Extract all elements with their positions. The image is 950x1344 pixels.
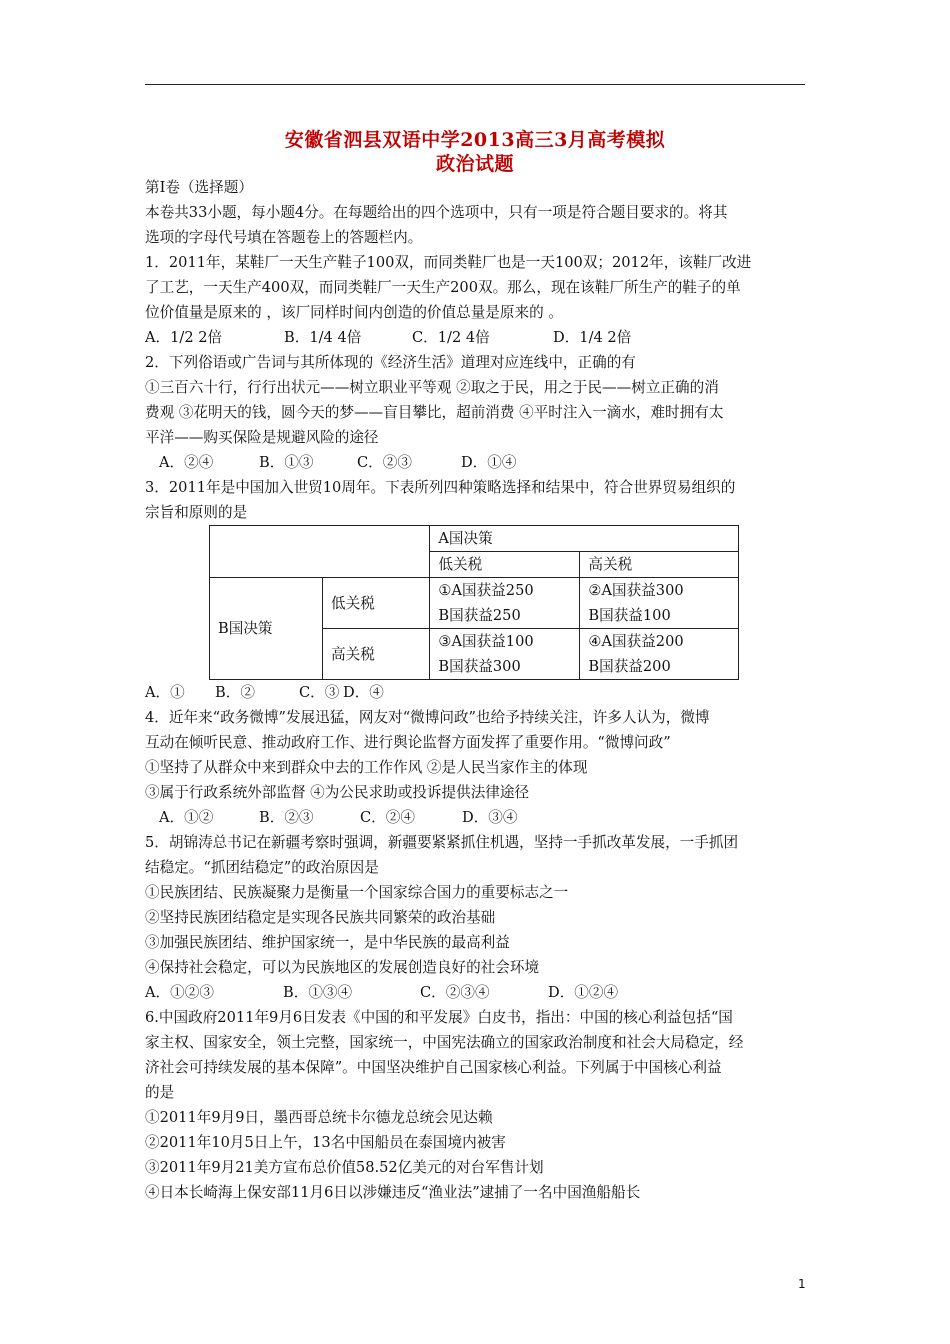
cell-line: ③A国获益100 bbox=[438, 633, 534, 650]
a-decision-header: A国决策 bbox=[430, 526, 739, 552]
option-c: C．③ bbox=[299, 684, 340, 701]
b-low-tariff-header: 低关税 bbox=[323, 578, 430, 629]
b-high-tariff-header: 高关税 bbox=[323, 629, 430, 680]
option-b: B．②③ bbox=[259, 809, 314, 826]
a-high-tariff-header: 高关税 bbox=[580, 552, 739, 578]
option-a: A．②④ bbox=[159, 454, 214, 471]
option-d: D．1/4 2倍 bbox=[553, 329, 632, 346]
question-text: 4．近年来“政务微博”发展迅猛，网友对“微博问政”也给予持续关注，许多人认为，微博 bbox=[145, 709, 710, 726]
question-text: 了工艺，一天生产400双，而同类鞋厂一天生产200双。那么，现在该鞋厂所生产的鞋子的单 bbox=[145, 279, 741, 296]
question-text: 济社会可持续发展的基本保障”。中国坚决维护自己国家核心利益。下列属于中国核心利益 bbox=[145, 1059, 722, 1076]
header-rule bbox=[145, 84, 805, 85]
question-text: 平洋——购买保险是规避风险的途径 bbox=[145, 429, 379, 446]
answer-options bbox=[145, 680, 809, 705]
answer-options bbox=[145, 325, 809, 350]
option-a: A．1/2 2倍 bbox=[145, 329, 223, 346]
table-corner-cell bbox=[210, 526, 430, 578]
question-text: 家主权、国家安全，领土完整，国家统一，中国宪法确立的国家政治制度和社会大局稳定，经 bbox=[145, 1034, 744, 1051]
cell-line: ①A国获益250 bbox=[438, 582, 534, 599]
question-4 bbox=[145, 705, 809, 830]
question-text: ①坚持了从群众中来到群众中去的工作作风 ②是人民当家作主的体现 bbox=[145, 759, 588, 776]
question-text: 费观 ③花明天的钱，圆今天的梦——盲目攀比，超前消费 ④平时注入一滴水，难时拥有太 bbox=[145, 404, 724, 421]
cell-line: B国获益300 bbox=[438, 658, 521, 675]
question-text: 2．下列俗语或广告词与其所体现的《经济生活》道理对应连线中，正确的有 bbox=[145, 354, 636, 371]
question-5 bbox=[145, 830, 809, 1005]
question-text: 3．2011年是中国加入世贸10周年。下表所列四种策略选择和结果中，符合世界贸易组织的 bbox=[145, 479, 736, 496]
table-cell bbox=[580, 578, 739, 629]
a-low-tariff-header: 低关税 bbox=[430, 552, 580, 578]
cell-line: ②A国获益300 bbox=[588, 582, 684, 599]
answer-options bbox=[145, 450, 809, 475]
option-d: D．④ bbox=[343, 684, 384, 701]
question-text: 互动在倾听民意、推动政府工作、进行舆论监督方面发挥了重要作用。“微博问政” bbox=[145, 734, 671, 751]
exam-subtitle: 政治试题 bbox=[435, 153, 514, 175]
cell-line: B国获益250 bbox=[438, 607, 521, 624]
question-3 bbox=[145, 475, 809, 705]
option-b: B．①③ bbox=[259, 454, 314, 471]
question-6 bbox=[145, 1005, 809, 1205]
option-c: C．②③④ bbox=[420, 984, 490, 1001]
option-a: A．①② bbox=[159, 809, 214, 826]
question-1 bbox=[145, 250, 809, 350]
strategy-table bbox=[209, 525, 739, 680]
question-text: ④保持社会稳定，可以为民族地区的发展创造良好的社会环境 bbox=[145, 959, 540, 976]
question-text: 6.中国政府2011年9月6日发表《中国的和平发展》白皮书，指出：中国的核心利益包括“国 bbox=[145, 1009, 733, 1026]
question-text: ②2011年10月5日上午，13名中国船员在泰国境内被害 bbox=[145, 1134, 506, 1151]
b-decision-header: B国决策 bbox=[210, 578, 323, 680]
question-2 bbox=[145, 350, 809, 475]
option-c: C．②④ bbox=[360, 809, 415, 826]
cell-line: ④A国获益200 bbox=[588, 633, 684, 650]
option-b: B．② bbox=[215, 684, 255, 701]
cell-line: B国获益200 bbox=[588, 658, 671, 675]
option-b: B．1/4 4倍 bbox=[284, 329, 362, 346]
table-cell bbox=[580, 629, 739, 680]
question-text: 的是 bbox=[145, 1084, 175, 1101]
exam-title: 安徽省泗县双语中学2013高三3月高考模拟 bbox=[284, 129, 666, 151]
section-heading: 第Ⅰ卷（选择题） bbox=[145, 179, 253, 196]
question-text: 5．胡锦涛总书记在新疆考察时强调，新疆要紧紧抓住机遇，坚持一手抓改革发展，一手抓团 bbox=[145, 834, 739, 851]
question-text: ③加强民族团结、维护国家统一，是中华民族的最高利益 bbox=[145, 934, 510, 951]
option-a: A．①②③ bbox=[145, 984, 214, 1001]
option-c: C．②③ bbox=[357, 454, 412, 471]
answer-options bbox=[145, 805, 809, 830]
question-text: ④日本长崎海上保安部11月6日以涉嫌违反“渔业法”逮捕了一名中国渔船船长 bbox=[145, 1184, 641, 1201]
question-text: 1．2011年，某鞋厂一天生产鞋子100双，而同类鞋厂也是一天100双；2012年，该鞋厂改进 bbox=[145, 254, 752, 271]
question-text: ①民族团结、民族凝聚力是衡量一个国家综合国力的重要标志之一 bbox=[145, 884, 569, 901]
table-cell bbox=[430, 629, 580, 680]
question-text: 结稳定。“抓团结稳定”的政治原因是 bbox=[145, 859, 379, 876]
question-text: ①2011年9月9日，墨西哥总统卡尔德龙总统会见达赖 bbox=[145, 1109, 493, 1126]
cell-line: B国获益100 bbox=[588, 607, 671, 624]
option-d: D．①②④ bbox=[548, 984, 619, 1001]
question-text: 宗旨和原则的是 bbox=[145, 504, 248, 521]
intro-line: 本卷共33小题，每小题4分。在每题给出的四个选项中，只有一项是符合题目要求的。将其 bbox=[145, 204, 728, 221]
table-cell bbox=[430, 578, 580, 629]
question-text: ③2011年9月21美方宣布总价值58.52亿美元的对台军售计划 bbox=[145, 1159, 544, 1176]
answer-options bbox=[145, 980, 809, 1005]
question-text: ①三百六十行，行行出状元——树立职业平等观 ②取之于民，用之于民——树立正确的消 bbox=[145, 379, 719, 396]
question-text: ③属于行政系统外部监督 ④为公民求助或投诉提供法律途径 bbox=[145, 784, 530, 801]
option-c: C．1/2 4倍 bbox=[412, 329, 490, 346]
option-d: D．①④ bbox=[461, 454, 517, 471]
question-text: 位价值量是原来的 ，该厂同样时间内创造的价值总量是原来的 。 bbox=[145, 304, 563, 321]
exam-content bbox=[145, 175, 809, 1205]
question-text: ②坚持民族团结稳定是实现各民族共同繁荣的政治基础 bbox=[145, 909, 496, 926]
option-b: B．①③④ bbox=[283, 984, 353, 1001]
option-a: A．① bbox=[145, 684, 185, 701]
page-number: 1 bbox=[798, 1277, 806, 1291]
intro-line: 选项的字母代号填在答题卷上的答题栏内。 bbox=[145, 229, 423, 246]
option-d: D．③④ bbox=[462, 809, 518, 826]
